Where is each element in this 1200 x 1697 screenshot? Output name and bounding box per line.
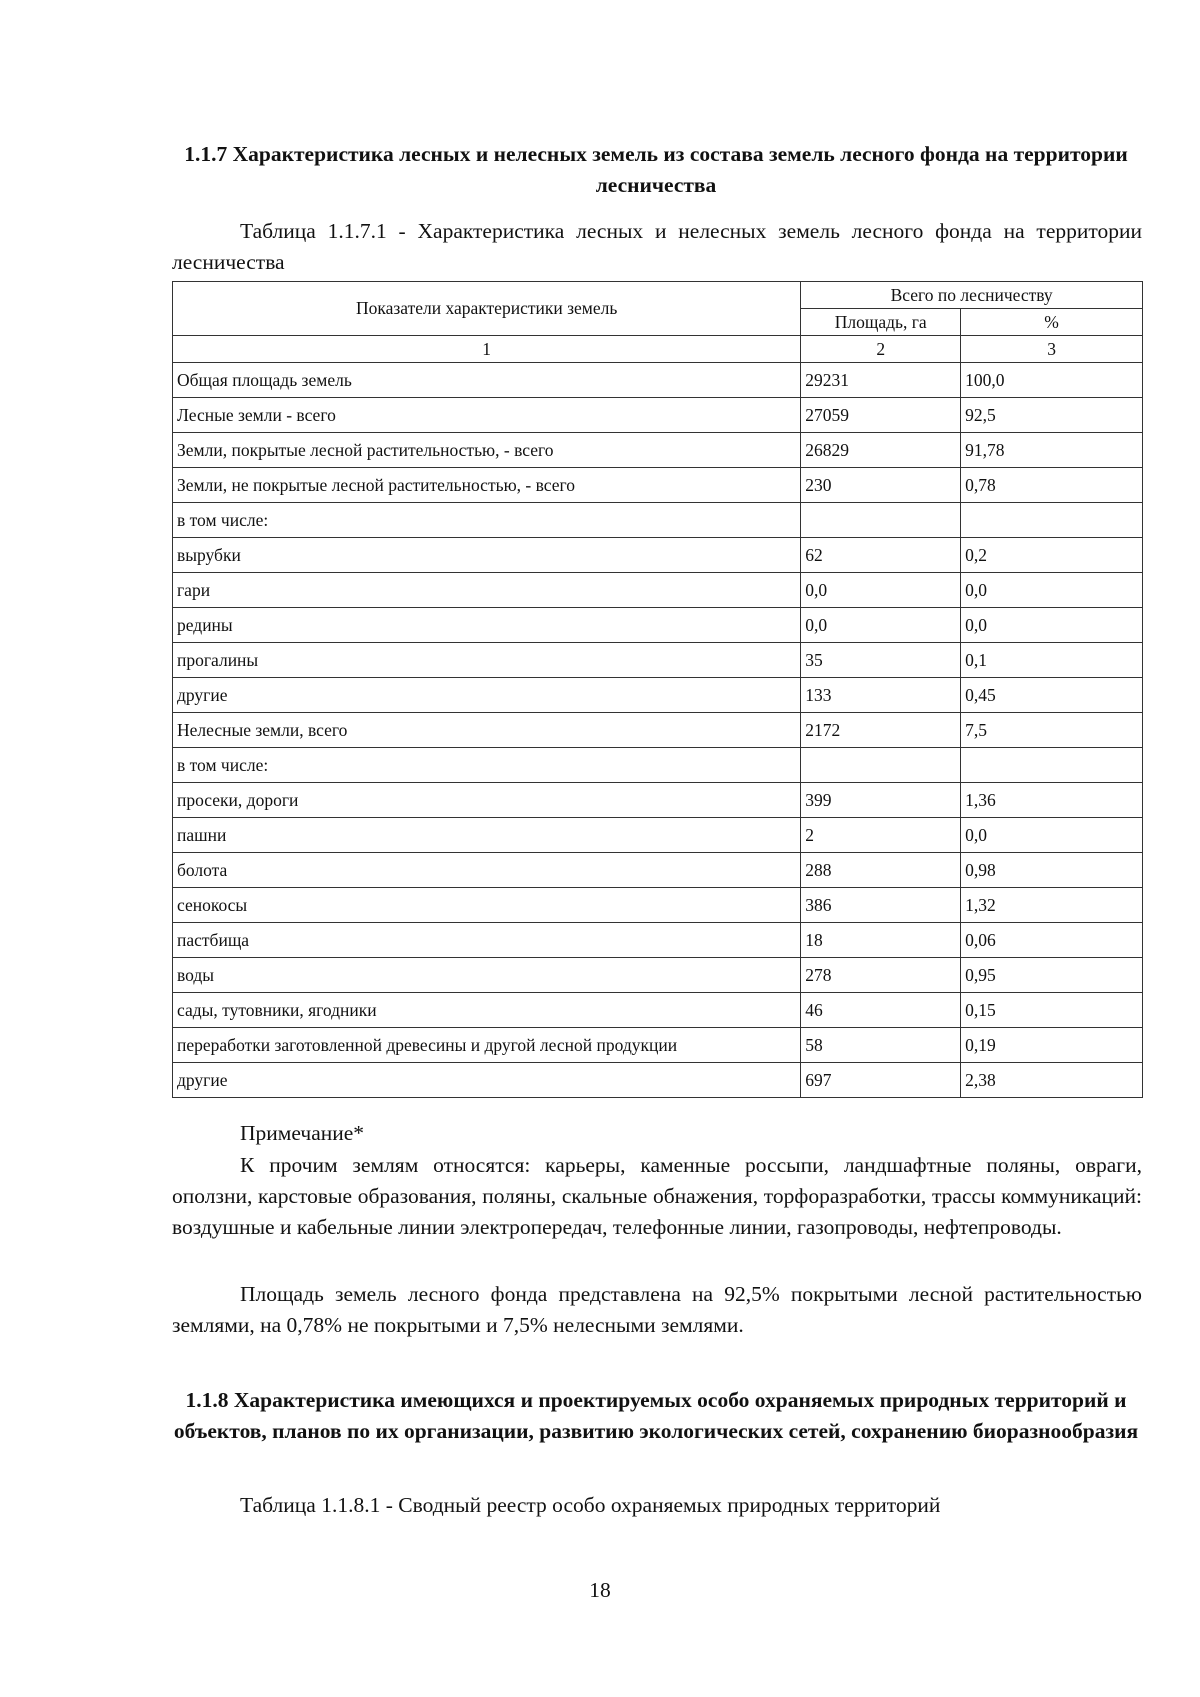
table-row xyxy=(173,678,1143,713)
row-label: Общая площадь земель xyxy=(173,363,801,398)
row-percent-value: 0,19 xyxy=(961,1028,1143,1063)
table-row xyxy=(173,993,1143,1028)
row-label: в том числе: xyxy=(173,503,801,538)
column-number: 1 xyxy=(173,336,801,363)
row-area-value xyxy=(801,503,961,538)
row-area-value: 278 xyxy=(801,958,961,993)
row-percent-value: 1,36 xyxy=(961,783,1143,818)
table-row xyxy=(173,433,1143,468)
row-label: в том числе: xyxy=(173,748,801,783)
table-row xyxy=(173,398,1143,433)
row-area-value: 0,0 xyxy=(801,608,961,643)
row-percent-value: 0,06 xyxy=(961,923,1143,958)
row-percent-value: 0,95 xyxy=(961,958,1143,993)
row-area-value: 399 xyxy=(801,783,961,818)
row-percent-value: 0,0 xyxy=(961,608,1143,643)
row-percent-value: 0,0 xyxy=(961,573,1143,608)
header-percent: % xyxy=(961,309,1143,336)
row-percent-value: 7,5 xyxy=(961,713,1143,748)
row-percent-value: 0,78 xyxy=(961,468,1143,503)
row-area-value: 35 xyxy=(801,643,961,678)
row-percent-value: 91,78 xyxy=(961,433,1143,468)
table-row xyxy=(173,573,1143,608)
land-characteristics-table xyxy=(172,281,1143,1098)
table-row xyxy=(173,503,1143,538)
row-percent-value xyxy=(961,748,1143,783)
row-area-value: 2 xyxy=(801,818,961,853)
row-area-value: 29231 xyxy=(801,363,961,398)
table-row xyxy=(173,713,1143,748)
column-number: 2 xyxy=(801,336,961,363)
table-row xyxy=(173,538,1143,573)
row-percent-value: 1,32 xyxy=(961,888,1143,923)
column-number: 3 xyxy=(961,336,1143,363)
row-area-value: 58 xyxy=(801,1028,961,1063)
table-row xyxy=(173,468,1143,503)
row-percent-value xyxy=(961,503,1143,538)
row-area-value: 18 xyxy=(801,923,961,958)
row-label: Лесные земли - всего xyxy=(173,398,801,433)
table-row xyxy=(173,608,1143,643)
row-label: другие xyxy=(173,1063,801,1098)
row-area-value: 27059 xyxy=(801,398,961,433)
table-row xyxy=(173,888,1143,923)
table-row xyxy=(173,818,1143,853)
row-area-value: 288 xyxy=(801,853,961,888)
row-label: гари xyxy=(173,573,801,608)
table-body xyxy=(173,363,1143,1098)
row-label: воды xyxy=(173,958,801,993)
table-row xyxy=(173,643,1143,678)
row-label: сады, тутовники, ягодники xyxy=(173,993,801,1028)
table-caption-1-1-8-1: Таблица 1.1.8.1 - Сводный реестр особо охраняемых природных территорий xyxy=(240,1493,941,1517)
table-row xyxy=(173,1063,1143,1098)
row-area-value: 46 xyxy=(801,993,961,1028)
row-percent-value: 0,15 xyxy=(961,993,1143,1028)
note-label: Примечание* xyxy=(240,1121,365,1145)
row-percent-value: 92,5 xyxy=(961,398,1143,433)
row-label: прогалины xyxy=(173,643,801,678)
table-row xyxy=(173,1028,1143,1063)
section-title-1-1-8: 1.1.8 Характеристика имеющихся и проектируемых особо охраняемых природных территорий и объектов, планов по их организации, развитию экологических сетей, сохранению биоразнообразия xyxy=(173,1388,1139,1443)
table-row xyxy=(173,363,1143,398)
row-percent-value: 0,98 xyxy=(961,853,1143,888)
row-label: пастбища xyxy=(173,923,801,958)
row-label: болота xyxy=(173,853,801,888)
table-caption-1-1-7-1: Таблица 1.1.7.1 - Характеристика лесных и нелесных земель лесного фонда на территории лесничества xyxy=(172,219,1142,274)
row-percent-value: 0,1 xyxy=(961,643,1143,678)
row-percent-value: 0,45 xyxy=(961,678,1143,713)
row-area-value: 697 xyxy=(801,1063,961,1098)
header-indicator: Показатели характеристики земель xyxy=(173,282,801,336)
table-row xyxy=(173,783,1143,818)
summary-paragraph: Площадь земель лесного фонда представлена на 92,5% покрытыми лесной растительностью землями, на 0,78% не покрытыми и 7,5% нелесными землями. xyxy=(172,1282,1142,1337)
row-area-value: 2172 xyxy=(801,713,961,748)
page-number: 18 xyxy=(589,1578,611,1602)
table-row xyxy=(173,958,1143,993)
row-label: сенокосы xyxy=(173,888,801,923)
row-area-value: 0,0 xyxy=(801,573,961,608)
note-text: К прочим землям относятся: карьеры, каменные россыпи, ландшафтные поляны, овраги, оползни, карстовые образования, поляны, скальные обнажения, торфоразработки, трассы коммуникаций: воздушные и кабельные линии электропередач, телефонные линии, газопроводы, нефтепроводы. xyxy=(172,1153,1142,1239)
row-label: Нелесные земли, всего xyxy=(173,713,801,748)
row-percent-value: 2,38 xyxy=(961,1063,1143,1098)
row-area-value xyxy=(801,748,961,783)
row-label: просеки, дороги xyxy=(173,783,801,818)
row-label: Земли, не покрытые лесной растительностью, - всего xyxy=(173,468,801,503)
row-area-value: 386 xyxy=(801,888,961,923)
section-title-1-1-7: 1.1.7 Характеристика лесных и нелесных земель из состава земель лесного фонда на территории лесничества xyxy=(184,142,1128,197)
header-total-group: Всего по лесничеству xyxy=(801,282,1143,309)
row-label: переработки заготовленной древесины и другой лесной продукции xyxy=(173,1028,801,1063)
row-percent-value: 0,0 xyxy=(961,818,1143,853)
row-area-value: 26829 xyxy=(801,433,961,468)
row-label: вырубки xyxy=(173,538,801,573)
table-row xyxy=(173,923,1143,958)
row-percent-value: 100,0 xyxy=(961,363,1143,398)
row-label: пашни xyxy=(173,818,801,853)
table-row xyxy=(173,853,1143,888)
header-area: Площадь, га xyxy=(801,309,961,336)
row-percent-value: 0,2 xyxy=(961,538,1143,573)
table-row xyxy=(173,748,1143,783)
row-label: Земли, покрытые лесной растительностью, - всего xyxy=(173,433,801,468)
row-label: редины xyxy=(173,608,801,643)
row-area-value: 230 xyxy=(801,468,961,503)
row-area-value: 133 xyxy=(801,678,961,713)
row-label: другие xyxy=(173,678,801,713)
row-area-value: 62 xyxy=(801,538,961,573)
